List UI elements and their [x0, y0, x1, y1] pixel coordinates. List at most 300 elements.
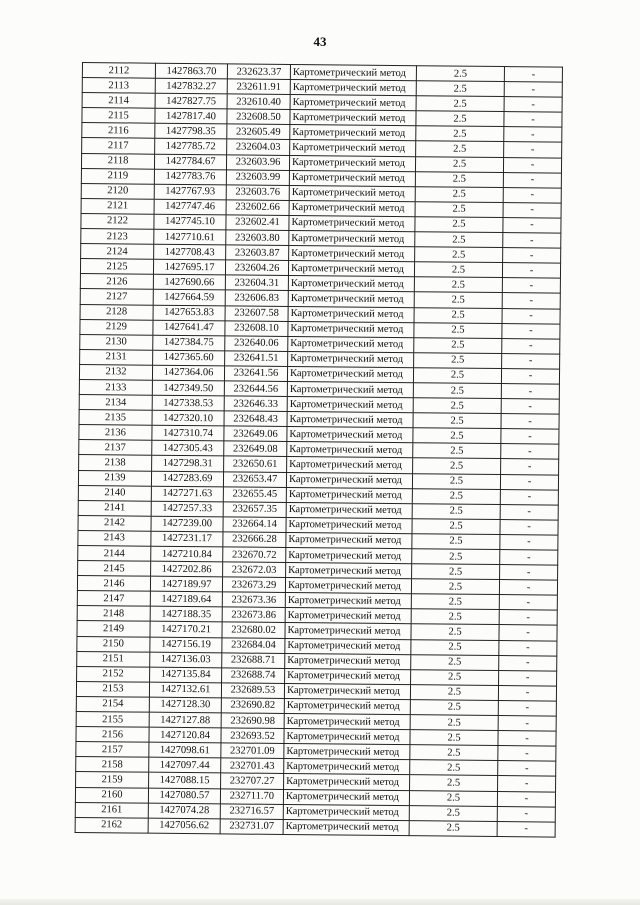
accuracy-cell: 2.5 — [416, 126, 504, 142]
method-cell: Картометрический метод — [284, 759, 410, 775]
point-number-cell: 2139 — [78, 470, 151, 486]
page-bottom-edge — [0, 899, 640, 905]
x-coordinate-cell: 1427231.17 — [151, 531, 223, 547]
description-cell: - — [502, 308, 560, 324]
point-number-cell: 2153 — [76, 681, 149, 697]
x-coordinate-cell: 1427128.30 — [149, 697, 221, 713]
accuracy-cell: 2.5 — [415, 156, 503, 172]
method-cell: Картометрический метод — [285, 638, 411, 654]
x-coordinate-cell: 1427088.15 — [149, 773, 221, 789]
method-cell: Картометрический метод — [285, 608, 411, 624]
method-cell: Картометрический метод — [285, 593, 411, 609]
y-coordinate-cell: 232623.37 — [227, 64, 290, 80]
description-cell: - — [497, 791, 555, 807]
description-cell: - — [499, 610, 557, 626]
point-number-cell: 2148 — [77, 606, 150, 622]
description-cell: - — [501, 384, 559, 400]
y-coordinate-cell: 232664.14 — [223, 517, 286, 533]
y-coordinate-cell: 232701.09 — [221, 743, 284, 759]
accuracy-cell: 2.5 — [414, 352, 502, 368]
accuracy-cell: 2.5 — [416, 81, 504, 97]
accuracy-cell: 2.5 — [410, 730, 498, 746]
description-cell: - — [500, 519, 558, 535]
point-number-cell: 2115 — [82, 108, 155, 124]
y-coordinate-cell: 232655.45 — [223, 487, 286, 503]
point-number-cell: 2121 — [81, 198, 154, 214]
y-coordinate-cell: 232649.08 — [224, 441, 287, 457]
y-coordinate-cell: 232673.36 — [222, 592, 285, 608]
x-coordinate-cell: 1427747.46 — [154, 199, 226, 215]
method-cell: Картометрический метод — [290, 65, 416, 81]
description-cell: - — [503, 187, 561, 203]
x-coordinate-cell: 1427798.35 — [155, 124, 227, 140]
accuracy-cell: 2.5 — [410, 715, 498, 731]
description-cell: - — [504, 67, 562, 83]
description-cell: - — [502, 323, 560, 339]
description-cell: - — [498, 716, 556, 732]
x-coordinate-cell: 1427641.47 — [153, 320, 225, 336]
accuracy-cell: 2.5 — [409, 805, 497, 821]
method-cell: Картометрический метод — [285, 653, 411, 669]
method-cell: Картометрический метод — [284, 683, 410, 699]
method-cell: Картометрический метод — [288, 291, 414, 307]
point-number-cell: 2144 — [78, 545, 151, 561]
accuracy-cell: 2.5 — [416, 111, 504, 127]
x-coordinate-cell: 1427271.63 — [151, 486, 223, 502]
method-cell: Картометрический метод — [287, 397, 413, 413]
description-cell: - — [499, 640, 557, 656]
accuracy-cell: 2.5 — [411, 609, 499, 625]
point-number-cell: 2120 — [81, 183, 154, 199]
method-cell: Картометрический метод — [283, 804, 409, 820]
point-number-cell: 2114 — [82, 93, 155, 109]
x-coordinate-cell: 1427708.43 — [154, 244, 226, 260]
point-number-cell: 2133 — [79, 379, 152, 395]
y-coordinate-cell: 232689.53 — [221, 683, 284, 699]
description-cell: - — [500, 504, 558, 520]
point-number-cell: 2126 — [80, 274, 153, 290]
point-number-cell: 2149 — [77, 621, 150, 637]
y-coordinate-cell: 232690.98 — [221, 713, 284, 729]
y-coordinate-cell: 232701.43 — [221, 758, 284, 774]
point-number-cell: 2132 — [79, 364, 152, 380]
method-cell: Картометрический метод — [288, 306, 414, 322]
x-coordinate-cell: 1427745.10 — [154, 214, 226, 230]
x-coordinate-cell: 1427120.84 — [149, 727, 221, 743]
accuracy-cell: 2.5 — [409, 790, 497, 806]
point-number-cell: 2159 — [76, 772, 149, 788]
description-cell: - — [500, 550, 558, 566]
y-coordinate-cell: 232680.02 — [222, 622, 285, 638]
accuracy-cell: 2.5 — [415, 247, 503, 263]
accuracy-cell: 2.5 — [412, 534, 500, 550]
description-cell: - — [499, 670, 557, 686]
point-number-cell: 2123 — [81, 229, 154, 245]
point-number-cell: 2131 — [80, 349, 153, 365]
method-cell: Картометрический метод — [284, 729, 410, 745]
description-cell: - — [497, 806, 555, 822]
point-number-cell: 2152 — [77, 666, 150, 682]
accuracy-cell: 2.5 — [414, 307, 502, 323]
method-cell: Картометрический метод — [289, 170, 415, 186]
y-coordinate-cell: 232672.03 — [223, 562, 286, 578]
description-cell: - — [504, 142, 562, 158]
point-number-cell: 2130 — [80, 334, 153, 350]
method-cell: Картометрический метод — [285, 668, 411, 684]
method-cell: Картометрический метод — [287, 427, 413, 443]
method-cell: Картометрический метод — [287, 412, 413, 428]
y-coordinate-cell: 232602.66 — [226, 200, 289, 216]
y-coordinate-cell: 232646.33 — [224, 396, 287, 412]
method-cell: Картометрический метод — [288, 261, 414, 277]
description-cell: - — [497, 821, 555, 837]
point-number-cell: 2146 — [77, 576, 150, 592]
description-cell: - — [502, 278, 560, 294]
accuracy-cell: 2.5 — [412, 473, 500, 489]
x-coordinate-cell: 1427338.53 — [152, 395, 224, 411]
method-cell: Картометрический метод — [286, 472, 412, 488]
method-cell: Картометрический метод — [287, 381, 413, 397]
accuracy-cell: 2.5 — [411, 624, 499, 640]
accuracy-cell: 2.5 — [414, 277, 502, 293]
accuracy-cell: 2.5 — [413, 458, 501, 474]
method-cell: Картометрический метод — [289, 231, 415, 247]
point-number-cell: 2117 — [82, 138, 155, 154]
y-coordinate-cell: 232673.86 — [222, 607, 285, 623]
y-coordinate-cell: 232653.47 — [223, 471, 286, 487]
method-cell: Картометрический метод — [286, 532, 412, 548]
y-coordinate-cell: 232673.29 — [222, 577, 285, 593]
accuracy-cell: 2.5 — [411, 594, 499, 610]
x-coordinate-cell: 1427349.50 — [152, 380, 224, 396]
description-cell: - — [502, 338, 560, 354]
y-coordinate-cell: 232670.72 — [223, 547, 286, 563]
y-coordinate-cell: 232644.56 — [224, 381, 287, 397]
y-coordinate-cell: 232641.51 — [225, 351, 288, 367]
x-coordinate-cell: 1427202.86 — [151, 561, 223, 577]
x-coordinate-cell: 1427097.44 — [149, 757, 221, 773]
point-number-cell: 2147 — [77, 591, 150, 607]
y-coordinate-cell: 232604.31 — [225, 275, 288, 291]
method-cell: Картометрический метод — [288, 336, 414, 352]
accuracy-cell: 2.5 — [412, 549, 500, 565]
x-coordinate-cell: 1427283.69 — [151, 471, 223, 487]
x-coordinate-cell: 1427783.76 — [154, 169, 226, 185]
x-coordinate-cell: 1427257.33 — [151, 501, 223, 517]
point-number-cell: 2113 — [82, 78, 155, 94]
accuracy-cell: 2.5 — [410, 775, 498, 791]
method-cell: Картометрический метод — [283, 789, 409, 805]
table-row — [75, 817, 555, 837]
x-coordinate-cell: 1427170.21 — [150, 622, 222, 638]
y-coordinate-cell: 232607.58 — [225, 305, 288, 321]
description-cell: - — [502, 263, 560, 279]
description-cell: - — [501, 429, 559, 445]
y-coordinate-cell: 232641.56 — [224, 366, 287, 382]
method-cell: Картометрический метод — [290, 95, 416, 111]
y-coordinate-cell: 232648.43 — [224, 411, 287, 427]
x-coordinate-cell: 1427188.35 — [150, 607, 222, 623]
y-coordinate-cell: 232690.82 — [221, 698, 284, 714]
accuracy-cell: 2.5 — [413, 413, 501, 429]
description-cell: - — [504, 127, 562, 143]
accuracy-cell: 2.5 — [413, 398, 501, 414]
point-number-cell: 2119 — [81, 168, 154, 184]
y-coordinate-cell: 232604.03 — [227, 139, 290, 155]
accuracy-cell: 2.5 — [415, 186, 503, 202]
point-number-cell: 2158 — [76, 757, 149, 773]
y-coordinate-cell: 232649.06 — [224, 426, 287, 442]
method-cell: Картометрический метод — [286, 547, 412, 563]
y-coordinate-cell: 232610.40 — [227, 94, 290, 110]
accuracy-cell: 2.5 — [411, 669, 499, 685]
accuracy-cell: 2.5 — [415, 171, 503, 187]
x-coordinate-cell: 1427695.17 — [153, 259, 225, 275]
description-cell: - — [500, 489, 558, 505]
y-coordinate-cell: 232707.27 — [221, 773, 284, 789]
description-cell: - — [503, 172, 561, 188]
accuracy-cell: 2.5 — [410, 685, 498, 701]
x-coordinate-cell: 1427056.62 — [148, 818, 220, 834]
y-coordinate-cell: 232603.87 — [226, 245, 289, 261]
x-coordinate-cell: 1427098.61 — [149, 742, 221, 758]
x-coordinate-cell: 1427132.61 — [149, 682, 221, 698]
method-cell: Картометрический метод — [288, 276, 414, 292]
description-cell: - — [503, 202, 561, 218]
method-cell: Картометрический метод — [290, 125, 416, 141]
point-number-cell: 2122 — [81, 213, 154, 229]
y-coordinate-cell: 232608.50 — [227, 109, 290, 125]
method-cell: Картометрический метод — [286, 563, 412, 579]
accuracy-cell: 2.5 — [410, 760, 498, 776]
description-cell: - — [503, 157, 561, 173]
description-cell: - — [501, 459, 559, 475]
description-cell: - — [499, 655, 557, 671]
point-number-cell: 2129 — [80, 319, 153, 335]
y-coordinate-cell: 232684.04 — [222, 637, 285, 653]
description-cell: - — [501, 368, 559, 384]
x-coordinate-cell: 1427127.88 — [149, 712, 221, 728]
accuracy-cell: 2.5 — [413, 443, 501, 459]
x-coordinate-cell: 1427074.28 — [148, 803, 220, 819]
y-coordinate-cell: 232611.91 — [227, 79, 290, 95]
point-number-cell: 2135 — [79, 410, 152, 426]
method-cell: Картометрический метод — [287, 457, 413, 473]
description-cell: - — [503, 217, 561, 233]
x-coordinate-cell: 1427827.75 — [155, 93, 227, 109]
point-number-cell: 2156 — [76, 727, 149, 743]
point-number-cell: 2137 — [79, 440, 152, 456]
x-coordinate-cell: 1427817.40 — [155, 108, 227, 124]
description-cell: - — [498, 731, 556, 747]
description-cell: - — [500, 565, 558, 581]
coordinates-table — [75, 62, 563, 837]
x-coordinate-cell: 1427239.00 — [151, 516, 223, 532]
accuracy-cell: 2.5 — [415, 217, 503, 233]
method-cell: Картометрический метод — [285, 578, 411, 594]
x-coordinate-cell: 1427298.31 — [152, 456, 224, 472]
method-cell: Картометрический метод — [289, 200, 415, 216]
x-coordinate-cell: 1427189.97 — [150, 576, 222, 592]
point-number-cell: 2157 — [76, 742, 149, 758]
accuracy-cell: 2.5 — [411, 579, 499, 595]
method-cell: Картометрический метод — [284, 714, 410, 730]
method-cell: Картометрический метод — [290, 110, 416, 126]
point-number-cell: 2161 — [75, 802, 148, 818]
description-cell: - — [498, 776, 556, 792]
accuracy-cell: 2.5 — [412, 503, 500, 519]
point-number-cell: 2124 — [81, 244, 154, 260]
y-coordinate-cell: 232603.99 — [226, 170, 289, 186]
x-coordinate-cell: 1427210.84 — [151, 546, 223, 562]
y-coordinate-cell: 232666.28 — [223, 532, 286, 548]
point-number-cell: 2162 — [75, 817, 148, 833]
description-cell: - — [498, 685, 556, 701]
description-cell: - — [499, 580, 557, 596]
point-number-cell: 2125 — [80, 259, 153, 275]
y-coordinate-cell: 232602.41 — [226, 215, 289, 231]
accuracy-cell: 2.5 — [416, 141, 504, 157]
y-coordinate-cell: 232640.06 — [225, 336, 288, 352]
y-coordinate-cell: 232711.70 — [220, 788, 283, 804]
x-coordinate-cell: 1427690.66 — [153, 275, 225, 291]
description-cell: - — [502, 293, 560, 309]
y-coordinate-cell: 232657.35 — [223, 502, 286, 518]
x-coordinate-cell: 1427785.72 — [155, 139, 227, 155]
accuracy-cell: 2.5 — [414, 262, 502, 278]
point-number-cell: 2140 — [78, 485, 151, 501]
point-number-cell: 2134 — [79, 395, 152, 411]
x-coordinate-cell: 1427384.75 — [153, 335, 225, 351]
y-coordinate-cell: 232688.74 — [222, 668, 285, 684]
method-cell: Картометрический метод — [289, 185, 415, 201]
method-cell: Картометрический метод — [286, 487, 412, 503]
accuracy-cell: 2.5 — [409, 820, 497, 836]
accuracy-cell: 2.5 — [413, 368, 501, 384]
x-coordinate-cell: 1427364.06 — [152, 365, 224, 381]
accuracy-cell: 2.5 — [413, 428, 501, 444]
accuracy-cell: 2.5 — [414, 292, 502, 308]
accuracy-cell: 2.5 — [411, 654, 499, 670]
description-cell: - — [498, 700, 556, 716]
point-number-cell: 2154 — [76, 696, 149, 712]
accuracy-cell: 2.5 — [413, 383, 501, 399]
description-cell: - — [501, 414, 559, 430]
method-cell: Картометрический метод — [284, 744, 410, 760]
accuracy-cell: 2.5 — [410, 700, 498, 716]
description-cell: - — [503, 233, 561, 249]
coordinates-table-body — [75, 63, 562, 837]
method-cell: Картометрический метод — [286, 517, 412, 533]
method-cell: Картометрический метод — [284, 774, 410, 790]
y-coordinate-cell: 232716.57 — [220, 803, 283, 819]
description-cell: - — [503, 248, 561, 264]
method-cell: Картометрический метод — [288, 321, 414, 337]
method-cell: Картометрический метод — [289, 155, 415, 171]
accuracy-cell: 2.5 — [415, 202, 503, 218]
x-coordinate-cell: 1427135.84 — [150, 667, 222, 683]
description-cell: - — [504, 97, 562, 113]
point-number-cell: 2118 — [81, 153, 154, 169]
point-number-cell: 2128 — [80, 304, 153, 320]
description-cell: - — [501, 444, 559, 460]
description-cell: - — [499, 595, 557, 611]
method-cell: Картометрический метод — [286, 502, 412, 518]
x-coordinate-cell: 1427189.64 — [150, 591, 222, 607]
description-cell: - — [500, 474, 558, 490]
y-coordinate-cell: 232650.61 — [224, 456, 287, 472]
page-number: 43 — [313, 34, 327, 49]
description-cell: - — [498, 761, 556, 777]
description-cell: - — [502, 353, 560, 369]
accuracy-cell: 2.5 — [416, 66, 504, 82]
x-coordinate-cell: 1427136.03 — [150, 652, 222, 668]
method-cell: Картометрический метод — [284, 698, 410, 714]
description-cell: - — [500, 534, 558, 550]
point-number-cell: 2141 — [78, 500, 151, 516]
point-number-cell: 2112 — [82, 63, 155, 79]
y-coordinate-cell: 232693.52 — [221, 728, 284, 744]
x-coordinate-cell: 1427767.93 — [154, 184, 226, 200]
description-cell: - — [501, 399, 559, 415]
method-cell: Картометрический метод — [283, 819, 409, 835]
x-coordinate-cell: 1427310.74 — [152, 425, 224, 441]
y-coordinate-cell: 232603.76 — [226, 185, 289, 201]
method-cell: Картометрический метод — [288, 351, 414, 367]
method-cell: Картометрический метод — [287, 366, 413, 382]
y-coordinate-cell: 232603.96 — [226, 154, 289, 170]
accuracy-cell: 2.5 — [414, 322, 502, 338]
point-number-cell: 2150 — [77, 636, 150, 652]
method-cell: Картометрический метод — [285, 623, 411, 639]
description-cell: - — [499, 625, 557, 641]
x-coordinate-cell: 1427365.60 — [153, 350, 225, 366]
x-coordinate-cell: 1427305.43 — [152, 441, 224, 457]
accuracy-cell: 2.5 — [410, 745, 498, 761]
accuracy-cell: 2.5 — [416, 96, 504, 112]
point-number-cell: 2145 — [78, 561, 151, 577]
point-number-cell: 2151 — [77, 651, 150, 667]
method-cell: Картометрический метод — [287, 442, 413, 458]
accuracy-cell: 2.5 — [412, 564, 500, 580]
y-coordinate-cell: 232605.49 — [227, 124, 290, 140]
x-coordinate-cell: 1427863.70 — [155, 63, 227, 79]
x-coordinate-cell: 1427080.57 — [148, 788, 220, 804]
point-number-cell: 2155 — [76, 712, 149, 728]
x-coordinate-cell: 1427664.59 — [153, 290, 225, 306]
x-coordinate-cell: 1427710.61 — [154, 229, 226, 245]
y-coordinate-cell: 232604.26 — [225, 260, 288, 276]
method-cell: Картометрический метод — [289, 215, 415, 231]
accuracy-cell: 2.5 — [415, 232, 503, 248]
description-cell: - — [504, 112, 562, 128]
point-number-cell: 2143 — [78, 530, 151, 546]
point-number-cell: 2116 — [82, 123, 155, 139]
accuracy-cell: 2.5 — [412, 519, 500, 535]
x-coordinate-cell: 1427784.67 — [154, 154, 226, 170]
y-coordinate-cell: 232603.80 — [226, 230, 289, 246]
description-cell: - — [498, 746, 556, 762]
y-coordinate-cell: 232688.71 — [222, 653, 285, 669]
method-cell: Картометрический метод — [290, 140, 416, 156]
x-coordinate-cell: 1427156.19 — [150, 637, 222, 653]
y-coordinate-cell: 232731.07 — [220, 819, 283, 835]
point-number-cell: 2136 — [79, 425, 152, 441]
method-cell: Картометрический метод — [289, 246, 415, 262]
x-coordinate-cell: 1427653.83 — [153, 305, 225, 321]
point-number-cell: 2142 — [78, 515, 151, 531]
point-number-cell: 2127 — [80, 289, 153, 305]
